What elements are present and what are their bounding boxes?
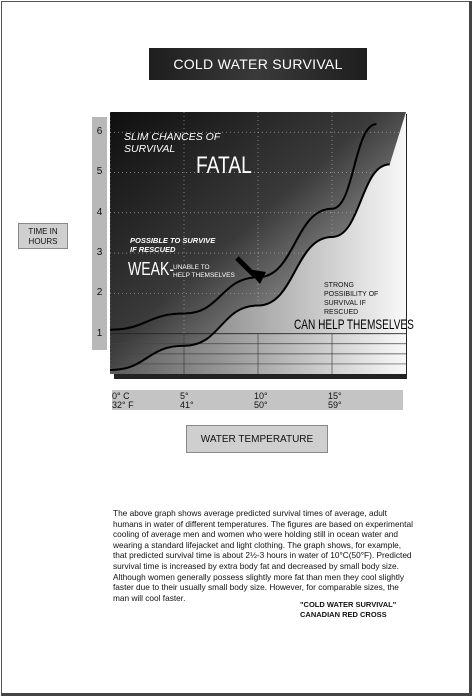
credit-line2: CANADIAN RED CROSS	[300, 610, 387, 619]
x-tick-celsius: 0° C	[112, 391, 130, 401]
weak-label: WEAK-	[128, 259, 175, 279]
weak-note-line2: HELP THEMSELVES	[173, 272, 235, 279]
y-tick-label: 3	[96, 247, 103, 259]
x-tick-label	[180, 392, 194, 410]
strong-caption	[324, 281, 378, 317]
caption-text: The above graph shows average predicted survival times of average, adult humans in water of different temperatures. The figures are based on experimental cooling of average men and women who were holding still in ocean water and wearing a standard lifejacket and light clothing. The graph shows, for example, that predicted survival time is about 2½-3 hours in water of 10°C(50°F). Predicted survival time is increased by extra body fat and decreased by small body size. Although women generally possess slightly more fat than men they cool slightly faster due to their usually small body size. However, for comparable sizes, the man will cool faster.	[113, 508, 413, 603]
x-tick-fahrenheit: 50°	[254, 400, 268, 410]
y-axis-label-line2: HOURS	[28, 237, 58, 246]
x-tick-label	[254, 392, 268, 410]
x-axis-label: WATER TEMPERATURE	[186, 425, 328, 453]
y-axis-strip	[92, 117, 107, 350]
x-tick-celsius: 15°	[328, 391, 342, 401]
x-tick-fahrenheit: 41°	[180, 400, 194, 410]
credit	[300, 600, 396, 620]
weak-caption-line2: IF RESCUED	[130, 245, 176, 254]
weak-note-line1: UNABLE TO	[173, 264, 210, 271]
x-tick-fahrenheit: 32° F	[112, 400, 134, 410]
weak-caption-line1: POSSIBLE TO SURVIVE	[130, 236, 216, 245]
x-tick-fahrenheit: 59°	[328, 400, 342, 410]
fatal-caption-line2: SURVIVAL	[124, 143, 176, 155]
strong-caption-line4: RESCUED	[324, 309, 359, 316]
credit-line1: "COLD WATER SURVIVAL"	[300, 600, 397, 609]
y-tick-label: 1	[96, 327, 103, 339]
y-tick-label: 5	[96, 166, 103, 178]
x-tick-label	[328, 392, 342, 410]
fatal-label: FATAL	[196, 152, 252, 179]
page-title: COLD WATER SURVIVAL	[149, 48, 367, 80]
y-tick-label: 4	[96, 206, 103, 218]
weak-caption	[130, 236, 215, 254]
x-tick-label	[112, 392, 134, 410]
weak-note	[173, 264, 235, 280]
strong-label: CAN HELP THEMSELVES	[294, 316, 414, 332]
caption	[113, 508, 413, 603]
strong-caption-line3: SURVIVAL IF	[324, 300, 366, 307]
strong-caption-line1: STRONG	[324, 282, 354, 289]
fatal-caption-line1: SLIM CHANCES OF	[124, 131, 221, 143]
y-tick-label: 6	[96, 126, 103, 138]
y-axis-label-line1: TIME IN	[28, 227, 58, 236]
x-axis-strip	[112, 390, 403, 410]
x-tick-celsius: 5°	[180, 391, 189, 401]
x-tick-celsius: 10°	[254, 391, 268, 401]
y-tick-label: 2	[96, 287, 103, 299]
strong-caption-line2: POSSIBILITY OF	[324, 291, 379, 298]
y-axis-label	[18, 223, 68, 249]
